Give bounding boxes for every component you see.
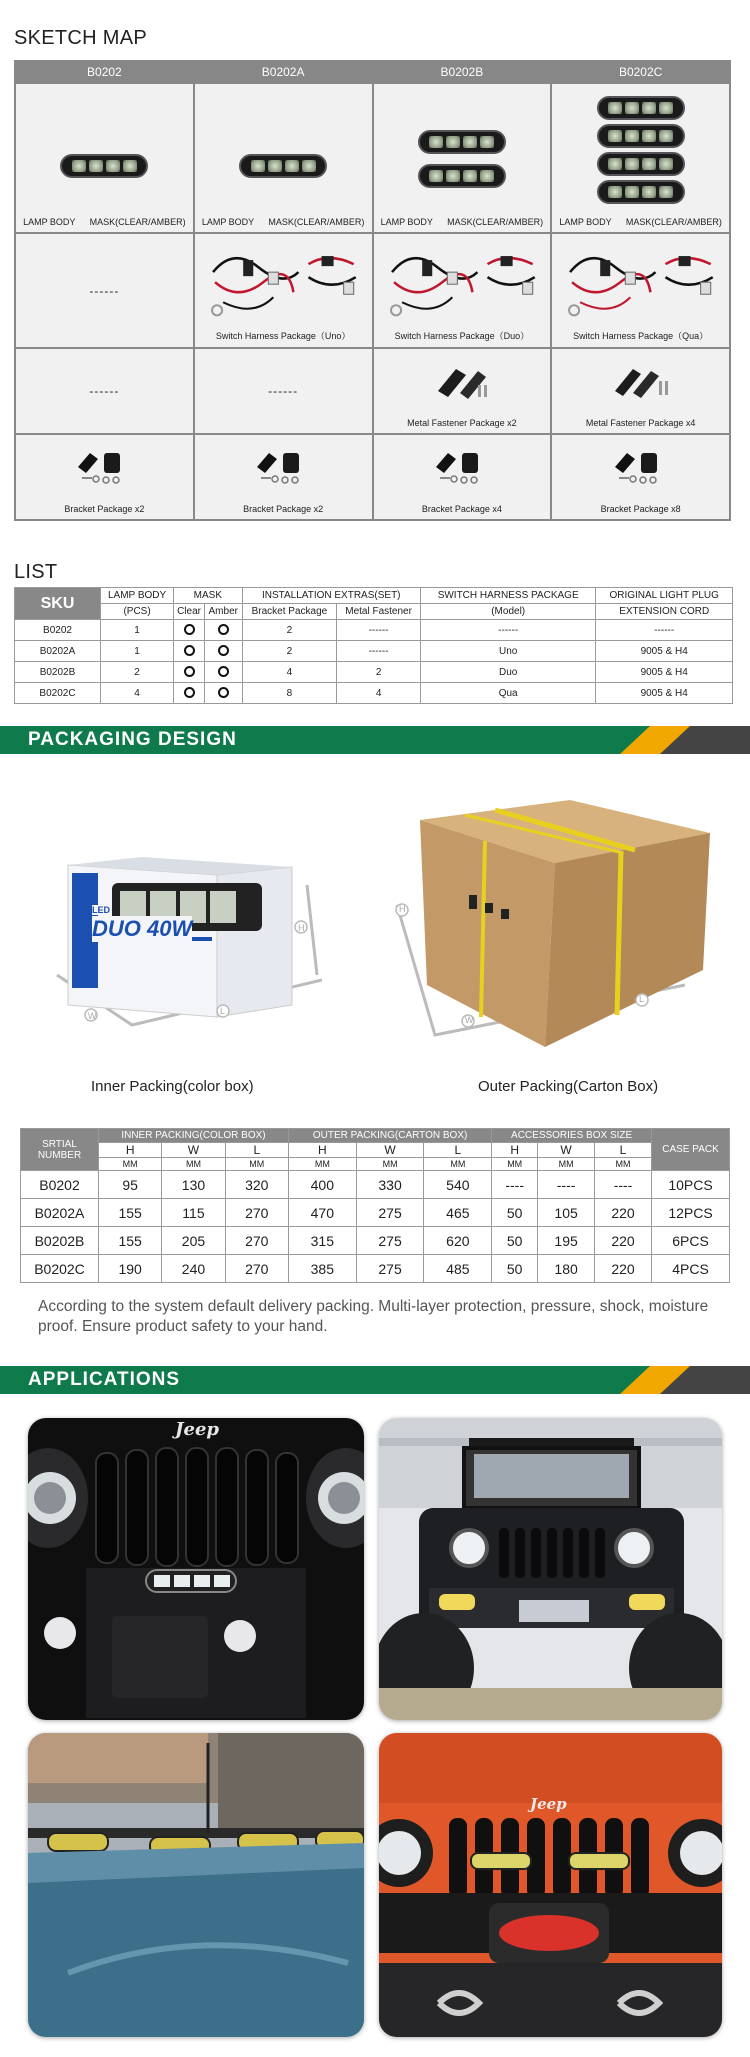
inner-w-cell: 130: [162, 1171, 225, 1199]
jeep-logo-text: Jeep: [530, 1795, 567, 1813]
acc-w-cell: ----: [538, 1171, 595, 1199]
fastener-cell: [374, 349, 551, 433]
circle-icon: [184, 645, 195, 656]
mask-caption: MASK(CLEAR/AMBER): [625, 217, 722, 227]
mm-header: MM: [225, 1158, 288, 1171]
install-header: INSTALLATION EXTRAS(SET): [242, 588, 420, 604]
inner-h-cell: 155: [99, 1227, 162, 1255]
outer-w-cell: 275: [356, 1227, 424, 1255]
inner-dim-l: L: [220, 1006, 226, 1016]
lamp-cell: 4: [101, 683, 174, 704]
w-header: W: [356, 1143, 424, 1158]
cord-header: EXTENSION CORD: [596, 604, 733, 620]
application-photo-orange-jeep: [379, 1733, 722, 2037]
case-header: CASE PACK: [652, 1129, 730, 1171]
inner-color-box-illustration: [52, 855, 322, 1060]
lamp-body-image: [239, 154, 327, 178]
inner-l-cell: 270: [225, 1199, 288, 1227]
wire-harness-icon: [560, 242, 721, 322]
application-photo-grille: [28, 1418, 364, 1720]
bracket-icon: [430, 447, 494, 487]
cord-cell: 9005 & H4: [596, 683, 733, 704]
acc-w-cell: 105: [538, 1199, 595, 1227]
outer-l-cell: 485: [424, 1255, 492, 1283]
acc-w-cell: 195: [538, 1227, 595, 1255]
circle-icon: [184, 666, 195, 677]
mask-header: MASK: [174, 588, 242, 604]
banner-stripe-icon: [580, 726, 750, 754]
inner-l-cell: 320: [225, 1171, 288, 1199]
mask-caption: MASK(CLEAR/AMBER): [268, 217, 365, 227]
case-cell: 10PCS: [652, 1171, 730, 1199]
accessories-header: ACCESSORIES BOX SIZE: [492, 1129, 652, 1143]
bracket-icon: [251, 447, 315, 487]
circle-icon: [218, 645, 229, 656]
table-row: [15, 683, 733, 704]
circle-icon: [184, 687, 195, 698]
acc-h-cell: ----: [492, 1171, 538, 1199]
bracket-icon: [72, 447, 136, 487]
mm-header: MM: [356, 1158, 424, 1171]
metal-fastener-icon: [430, 361, 494, 401]
lamp-caption: LAMP BODY: [380, 217, 433, 227]
outer-l-cell: 620: [424, 1227, 492, 1255]
application-photo-roof: [28, 1733, 364, 2037]
packing-note: According to the system default delivery packing. Multi-layer protection, pressure, shock, moisture proof. Ensure product safety to your hand.: [38, 1298, 709, 1335]
cord-cell: 9005 & H4: [596, 641, 733, 662]
cord-cell: ------: [596, 620, 733, 641]
lamp-caption: LAMP BODY: [559, 217, 612, 227]
sku-header: SKU: [15, 588, 101, 620]
list-title: LIST: [14, 561, 58, 583]
applications-banner-title: APPLICATIONS: [28, 1369, 181, 1390]
case-cell: 12PCS: [652, 1199, 730, 1227]
acc-l-cell: ----: [595, 1171, 652, 1199]
model-cell: Duo: [420, 662, 595, 683]
harness-cell: [552, 234, 729, 347]
fastener-cell: 2: [337, 662, 421, 683]
l-header: L: [595, 1143, 652, 1158]
bracket-cell: 4: [242, 662, 337, 683]
list-table: [14, 587, 733, 704]
fastener-caption: Metal Fastener Package x2: [407, 418, 517, 428]
l-header: L: [424, 1143, 492, 1158]
w-header: W: [162, 1143, 225, 1158]
bracket-caption: Bracket Package x2: [64, 504, 145, 514]
circle-icon: [184, 624, 195, 635]
model-header: (Model): [420, 604, 595, 620]
outer-h-cell: 385: [288, 1255, 356, 1283]
model-cell: ------: [420, 620, 595, 641]
applications-banner: [0, 1366, 750, 1394]
sku-cell: B0202C: [15, 683, 101, 704]
sketch-map-title: SKETCH MAP: [14, 27, 148, 49]
outer-header: OUTER PACKING(CARTON BOX): [288, 1129, 491, 1143]
lamp-cell: 1: [101, 641, 174, 662]
inner-h-cell: 95: [99, 1171, 162, 1199]
sketch-col-b0202b: B0202B: [374, 62, 551, 82]
harness-cell: [374, 234, 551, 347]
sku-cell: B0202C: [21, 1255, 99, 1283]
outer-carton-box-illustration: [385, 785, 720, 1060]
acc-l-cell: 220: [595, 1227, 652, 1255]
harness-caption: Switch Harness Package（Uno）: [215, 331, 351, 341]
plug-header: ORIGINAL LIGHT PLUG: [596, 588, 733, 604]
harness-caption: Switch Harness Package（Duo）: [394, 331, 530, 341]
h-header: H: [99, 1143, 162, 1158]
inner-packing-label: Inner Packing(color box): [91, 1078, 254, 1095]
h-header: H: [288, 1143, 356, 1158]
lamp-cell: 1: [101, 620, 174, 641]
jeep-logo-text: Jeep: [175, 1419, 220, 1440]
lamp-body-header: LAMP BODY: [101, 588, 174, 604]
fastener-cell: [16, 349, 193, 433]
inner-l-cell: 270: [225, 1255, 288, 1283]
bracket-cell: 2: [242, 641, 337, 662]
lamp-cell: [195, 84, 372, 232]
serial-header: SRTIAL NUMBER: [21, 1129, 99, 1171]
lamp-cell: 2: [101, 662, 174, 683]
wire-harness-icon: [203, 242, 364, 322]
box-brand-small: LED: [92, 905, 110, 915]
lamp-body-image: [597, 124, 685, 148]
fastener-none: ------: [89, 384, 120, 398]
inner-w-cell: 240: [162, 1255, 225, 1283]
bracket-pkg-header: Bracket Package: [242, 604, 337, 620]
h-header: H: [492, 1143, 538, 1158]
fastener-cell: [552, 349, 729, 433]
l-header: L: [225, 1143, 288, 1158]
bracket-cell: 8: [242, 683, 337, 704]
switch-header: SWITCH HARNESS PACKAGE: [420, 588, 595, 604]
lamp-body-image: [418, 130, 506, 154]
packaging-banner: [0, 726, 750, 754]
circle-icon: [218, 666, 229, 677]
amber-header: Amber: [204, 604, 242, 620]
orange-jeep-image: [379, 1733, 722, 2037]
cord-cell: 9005 & H4: [596, 662, 733, 683]
sketch-col-b0202a: B0202A: [195, 62, 372, 82]
mm-header: MM: [99, 1158, 162, 1171]
lamp-body-image: [597, 180, 685, 204]
table-row: [21, 1227, 730, 1255]
mask-caption: MASK(CLEAR/AMBER): [447, 217, 544, 227]
table-row: [15, 620, 733, 641]
outer-h-cell: 400: [288, 1171, 356, 1199]
sketch-col-b0202: B0202: [16, 62, 193, 82]
fastener-cell: ------: [337, 641, 421, 662]
mm-header: MM: [288, 1158, 356, 1171]
sku-cell: B0202B: [15, 662, 101, 683]
bracket-icon: [609, 447, 673, 487]
table-row: [15, 662, 733, 683]
mm-header: MM: [162, 1158, 225, 1171]
sku-cell: B0202A: [21, 1199, 99, 1227]
circle-icon: [218, 687, 229, 698]
jeep-grille-image: [28, 1418, 364, 1720]
clear-header: Clear: [174, 604, 205, 620]
lamp-body-image: [597, 96, 685, 120]
inner-header: INNER PACKING(COLOR BOX): [99, 1129, 289, 1143]
acc-h-cell: 50: [492, 1199, 538, 1227]
bracket-caption: Bracket Package x4: [421, 504, 502, 514]
inner-h-cell: 155: [99, 1199, 162, 1227]
lamp-caption: LAMP BODY: [23, 217, 76, 227]
jeep-front-image: [379, 1418, 722, 1720]
sketch-map-grid: [14, 60, 731, 521]
inner-dim-w: W: [88, 1011, 97, 1021]
outer-dim-w: W: [465, 1015, 474, 1025]
fastener-cell: [195, 349, 372, 433]
lamp-cell: [552, 84, 729, 232]
lamp-caption: LAMP BODY: [201, 217, 255, 227]
lamp-body-image: [597, 152, 685, 176]
lamp-body-image: [418, 164, 506, 188]
harness-none: ------: [89, 283, 120, 298]
table-row: [15, 641, 733, 662]
outer-l-cell: 465: [424, 1199, 492, 1227]
inner-w-cell: 115: [162, 1199, 225, 1227]
sku-cell: B0202B: [21, 1227, 99, 1255]
case-cell: 6PCS: [652, 1227, 730, 1255]
mm-header: MM: [492, 1158, 538, 1171]
fastener-cell: 4: [337, 683, 421, 704]
application-photo-jeep-front: [379, 1418, 722, 1720]
pcs-header: (PCS): [101, 604, 174, 620]
acc-l-cell: 220: [595, 1199, 652, 1227]
model-cell: Uno: [420, 641, 595, 662]
table-row: [21, 1255, 730, 1283]
bracket-cell: [195, 435, 372, 519]
outer-w-cell: 330: [356, 1171, 424, 1199]
banner-stripe-icon: [580, 1366, 750, 1394]
model-cell: Qua: [420, 683, 595, 704]
case-cell: 4PCS: [652, 1255, 730, 1283]
outer-dim-h: H: [399, 904, 406, 914]
fastener-none: ------: [268, 384, 299, 398]
table-row: [21, 1199, 730, 1227]
fastener-caption: Metal Fastener Package x4: [585, 418, 696, 428]
bracket-cell: [374, 435, 551, 519]
inner-l-cell: 270: [225, 1227, 288, 1255]
packaging-table: [20, 1128, 730, 1283]
lamp-cell: [16, 84, 193, 232]
acc-l-cell: 220: [595, 1255, 652, 1283]
fastener-header: Metal Fastener: [337, 604, 421, 620]
sku-cell: B0202: [21, 1171, 99, 1199]
sku-cell: B0202A: [15, 641, 101, 662]
mm-header: MM: [424, 1158, 492, 1171]
mask-caption: MASK(CLEAR/AMBER): [89, 217, 186, 227]
sku-cell: B0202: [15, 620, 101, 641]
inner-w-cell: 205: [162, 1227, 225, 1255]
w-header: W: [538, 1143, 595, 1158]
bracket-caption: Bracket Package x2: [243, 504, 324, 514]
packaging-banner-title: PACKAGING DESIGN: [28, 729, 237, 750]
bracket-caption: Bracket Package x8: [600, 504, 681, 514]
inner-h-cell: 190: [99, 1255, 162, 1283]
lamp-body-image: [60, 154, 148, 178]
harness-cell: [195, 234, 372, 347]
lamp-cell: [374, 84, 551, 232]
box-brand: DUO 40W: [92, 916, 193, 941]
bracket-cell: 2: [242, 620, 337, 641]
outer-l-cell: 540: [424, 1171, 492, 1199]
outer-h-cell: 470: [288, 1199, 356, 1227]
mm-header: MM: [595, 1158, 652, 1171]
inner-dim-h: H: [298, 923, 305, 933]
roof-light-bar-image: [28, 1733, 364, 2037]
bracket-cell: [552, 435, 729, 519]
metal-fastener-icon: [609, 361, 673, 401]
acc-w-cell: 180: [538, 1255, 595, 1283]
wire-harness-icon: [382, 242, 543, 322]
outer-dim-l: L: [639, 994, 645, 1004]
circle-icon: [218, 624, 229, 635]
fastener-cell: ------: [337, 620, 421, 641]
mm-header: MM: [538, 1158, 595, 1171]
outer-h-cell: 315: [288, 1227, 356, 1255]
outer-w-cell: 275: [356, 1255, 424, 1283]
sketch-col-b0202c: B0202C: [552, 62, 729, 82]
harness-caption: Switch Harness Package（Qua）: [573, 331, 709, 341]
acc-h-cell: 50: [492, 1227, 538, 1255]
harness-cell: [16, 234, 193, 347]
outer-w-cell: 275: [356, 1199, 424, 1227]
outer-packing-label: Outer Packing(Carton Box): [478, 1078, 659, 1095]
bracket-cell: [16, 435, 193, 519]
table-row: [21, 1171, 730, 1199]
acc-h-cell: 50: [492, 1255, 538, 1283]
